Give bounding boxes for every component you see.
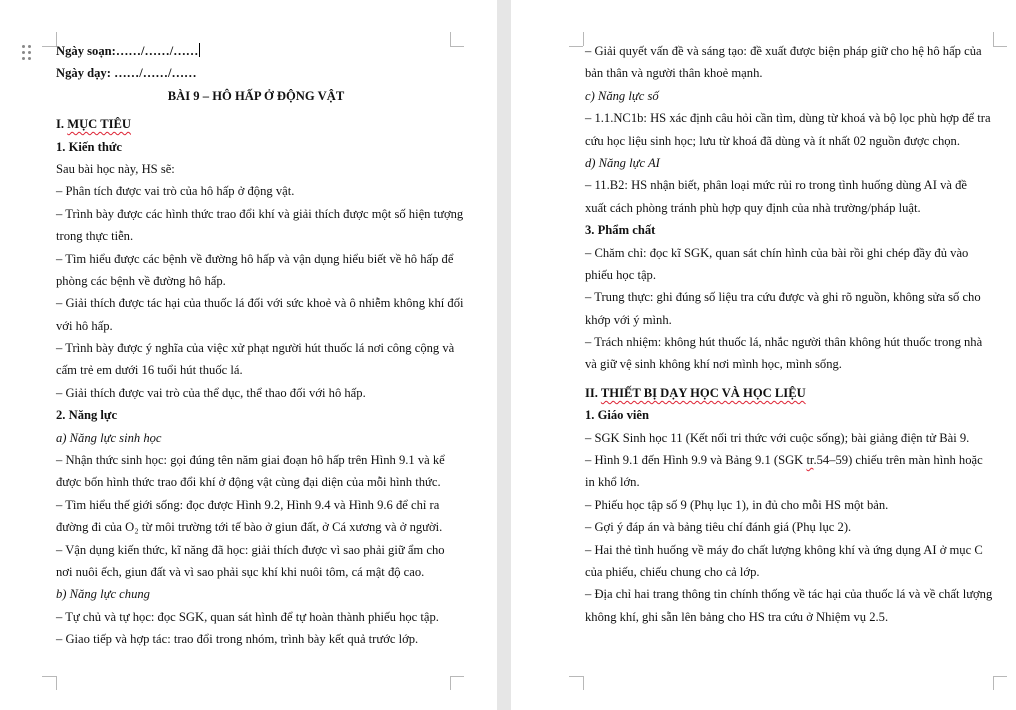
- text-line: [585, 62, 985, 84]
- text-run: – Chăm chỉ: đọc kĩ SGK, quan sát chín hình của bài rồi ghi chép đầy đủ vào: [585, 245, 969, 260]
- text-line: [56, 404, 456, 426]
- text-line: [585, 382, 985, 404]
- text-run: – Vận dụng kiến thức, kĩ năng đã học: giải thích được vì sao phải giữ ẩm cho: [56, 542, 445, 557]
- crop-mark: [450, 676, 451, 690]
- text-run: trong thực tiễn.: [56, 229, 134, 244]
- text-run: – Giải thích được tác hại của thuốc lá đối với sức khoẻ và ô nhiễm không khí đối: [56, 296, 464, 311]
- text-line: [585, 264, 985, 286]
- text-line: [56, 270, 456, 292]
- text-run: BÀI 9 – HÔ HẤP Ở ĐỘNG VẬT: [167, 88, 345, 103]
- text-line: [585, 516, 985, 538]
- text-run: cấm trẻ em dưới 16 tuổi hút thuốc lá.: [56, 363, 243, 378]
- crop-mark: [993, 676, 994, 690]
- text-run: Ngày dạy: ……/……/……: [56, 66, 197, 81]
- text-run: – 11.B2: HS nhận biết, phân loại mức rủi ro trong tình huống dùng AI và đề: [585, 178, 968, 193]
- document-page-left[interactable]: [0, 0, 497, 710]
- text-line: [585, 85, 985, 107]
- text-run: c) Năng lực số: [585, 88, 659, 103]
- text-line: [56, 180, 456, 202]
- text-run: 2. Năng lực: [56, 408, 118, 423]
- crop-mark: [42, 676, 56, 677]
- text-run: – Địa chỉ hai trang thông tin chính thống về tác hại của thuốc lá và về chất lượng: [585, 587, 993, 602]
- text-run: – Trách nhiệm: không hút thuốc lá, nhắc người thân không hút thuốc trong nhà: [585, 335, 983, 350]
- text-line: [585, 471, 985, 493]
- crop-mark: [583, 676, 584, 690]
- text-line: [56, 136, 456, 158]
- text-run: in khổ lớn.: [585, 475, 640, 490]
- crop-mark: [569, 676, 583, 677]
- text-run: tr: [806, 453, 814, 468]
- text-run: – Trình bày được ý nghĩa của việc xử phạt người hút thuốc lá nơi công cộng và: [56, 341, 455, 356]
- text-line: [56, 113, 456, 135]
- text-run: – Nhận thức sinh học: gọi đúng tên năm giai đoạn hô hấp trên Hình 9.1 và kể: [56, 453, 445, 468]
- text-run: THIẾT BỊ DẠY HỌC VÀ HỌC LIỆU: [600, 385, 806, 400]
- text-line: [56, 606, 456, 628]
- text-run: – Hình 9.1 đến Hình 9.9 và Bảng 9.1 (SGK: [585, 453, 807, 468]
- text-line: [56, 628, 456, 650]
- text-line: [56, 561, 456, 583]
- text-line: [585, 353, 985, 375]
- text-run: được bốn hình thức trao đổi khí ở động vật cùng đại diện của mỗi hình thức.: [56, 475, 441, 490]
- text-line: [56, 40, 456, 62]
- text-line: [585, 242, 985, 264]
- crop-mark: [450, 676, 464, 677]
- text-line: [56, 583, 456, 605]
- text-line: [585, 494, 985, 516]
- text-run: – Trung thực: ghi đúng số liệu tra cứu được và ghi rõ nguồn, không sửa số cho: [585, 290, 981, 305]
- text-line: [585, 152, 985, 174]
- text-line: [585, 197, 985, 219]
- text-run: – SGK Sinh học 11 (Kết nối tri thức với cuộc sống); bài giảng điện tử Bài 9.: [585, 430, 970, 445]
- text-line: [585, 219, 985, 241]
- text-line: [585, 331, 985, 353]
- text-line: [56, 292, 464, 314]
- text-line: [56, 516, 456, 538]
- text-line: [56, 539, 456, 561]
- text-run: – Tìm hiểu thế giới sống: đọc được Hình 9.2, Hình 9.4 và Hình 9.6 để chỉ ra: [56, 497, 440, 512]
- crop-mark: [993, 676, 1007, 677]
- text-line: [585, 606, 985, 628]
- text-run: – Hai thẻ tình huống về máy đo chất lượng không khí và ứng dụng AI ở mục C: [585, 542, 983, 557]
- text-run: 3. Phẩm chất: [585, 223, 656, 238]
- page-text-right[interactable]: [585, 40, 993, 628]
- text-line: [56, 449, 456, 471]
- text-line: [56, 315, 456, 337]
- text-run: I.: [56, 117, 68, 132]
- text-line: [56, 62, 456, 84]
- text-line: [56, 471, 456, 493]
- text-line: [585, 286, 985, 308]
- text-line: [585, 583, 993, 605]
- text-run: phòng các bệnh về đường hô hấp.: [56, 273, 226, 288]
- text-run: – Giải thích được vai trò của thể dục, thể thao đối với hô hấp.: [56, 385, 366, 400]
- page-text-left[interactable]: [56, 40, 464, 651]
- text-run: – Giải quyết vấn đề và sáng tạo: đề xuất được biện pháp giữ cho hệ hô hấp của: [585, 44, 982, 58]
- text-line: [56, 248, 456, 270]
- text-run: a) Năng lực sinh học: [56, 430, 162, 445]
- text-run: – Tìm hiểu được các bệnh về đường hô hấp và vận dụng hiểu biết về hô hấp để: [56, 251, 454, 266]
- text-run: không khí, ghi sẵn lên bảng cho HS tra cứu ở Nhiệm vụ 2.5.: [585, 609, 889, 624]
- text-cursor: [199, 43, 200, 57]
- text-line: [56, 225, 456, 247]
- text-line: [585, 427, 985, 449]
- text-line: [585, 174, 985, 196]
- text-run: d) Năng lực AI: [585, 155, 660, 170]
- text-run: 1. Giáo viên: [585, 408, 650, 423]
- text-run: MỤC TIÊU: [67, 117, 131, 132]
- text-line: [56, 85, 456, 107]
- text-line: [56, 203, 464, 225]
- document-page-right[interactable]: [511, 0, 1016, 710]
- text-run: đường đi của O₂ từ môi trường tới tế bào ở giun đất, ở Cá xương và ở người.: [56, 520, 443, 535]
- text-run: khớp với ý mình.: [585, 312, 672, 327]
- text-run: phiếu học tập.: [585, 267, 656, 282]
- text-run: xuất cách phòng tránh phù hợp quy định của nhà trường/pháp luật.: [585, 200, 921, 215]
- text-line: [56, 158, 456, 180]
- text-run: II.: [585, 385, 601, 400]
- text-run: – Gợi ý đáp án và bảng tiêu chí đánh giá (Phụ lục 2).: [585, 520, 852, 535]
- text-run: – 1.1.NC1b: HS xác định câu hỏi cần tìm, dùng từ khoá và bộ lọc phù hợp để tra: [585, 111, 991, 126]
- text-line: [56, 337, 456, 359]
- crop-mark: [583, 32, 584, 46]
- text-line: [56, 359, 456, 381]
- text-run: của phiếu, chiếu chung cho cả lớp.: [585, 564, 760, 579]
- text-run: Ngày soạn:……/……/……: [56, 44, 199, 58]
- text-line: [56, 382, 456, 404]
- crop-mark: [569, 46, 583, 47]
- crop-mark: [993, 46, 1007, 47]
- text-run: Sau bài học này, HS sẽ:: [56, 161, 175, 176]
- text-run: b) Năng lực chung: [56, 587, 150, 602]
- text-run: 1. Kiến thức: [56, 139, 122, 154]
- crop-mark: [56, 676, 57, 690]
- text-line: [585, 404, 985, 426]
- text-run: – Phân tích được vai trò của hô hấp ở động vật.: [56, 184, 295, 199]
- text-line: [585, 561, 985, 583]
- text-line: [56, 494, 456, 516]
- text-line: [585, 449, 985, 471]
- text-run: – Phiếu học tập số 9 (Phụ lục 1), in đủ cho mỗi HS một bản.: [585, 497, 889, 512]
- text-run: – Giao tiếp và hợp tác: trao đổi trong nhóm, trình bày kết quả trước lớp.: [56, 632, 419, 647]
- text-line: [56, 427, 456, 449]
- text-run: cứu học liệu sinh học; lưu từ khoá đã dùng và ít nhất 02 nguồn được chọn.: [585, 133, 960, 148]
- text-run: .54–59) chiếu trên màn hình hoặc: [813, 453, 983, 468]
- text-line: [585, 309, 985, 331]
- text-line: [585, 107, 991, 129]
- text-run: với hô hấp.: [56, 318, 113, 333]
- paragraph-move-handle-icon[interactable]: [22, 45, 32, 61]
- text-line: [585, 539, 985, 561]
- text-run: và giữ vệ sinh không khí nơi mình học, mình sống.: [585, 357, 842, 372]
- text-line: [585, 40, 985, 62]
- text-run: – Tự chủ và tự học: đọc SGK, quan sát hình để tự hoàn thành phiếu học tập.: [56, 609, 439, 624]
- text-run: bản thân và người thân khoẻ mạnh.: [585, 66, 763, 81]
- crop-mark: [42, 46, 56, 47]
- text-run: – Trình bày được các hình thức trao đổi khí và giải thích được một số hiện tượng: [56, 206, 464, 221]
- crop-mark: [993, 32, 994, 46]
- text-run: nơi nuôi ếch, giun đất và vì sao phải sục khí khi nuôi tôm, cá mật độ cao.: [56, 564, 425, 579]
- text-line: [585, 130, 985, 152]
